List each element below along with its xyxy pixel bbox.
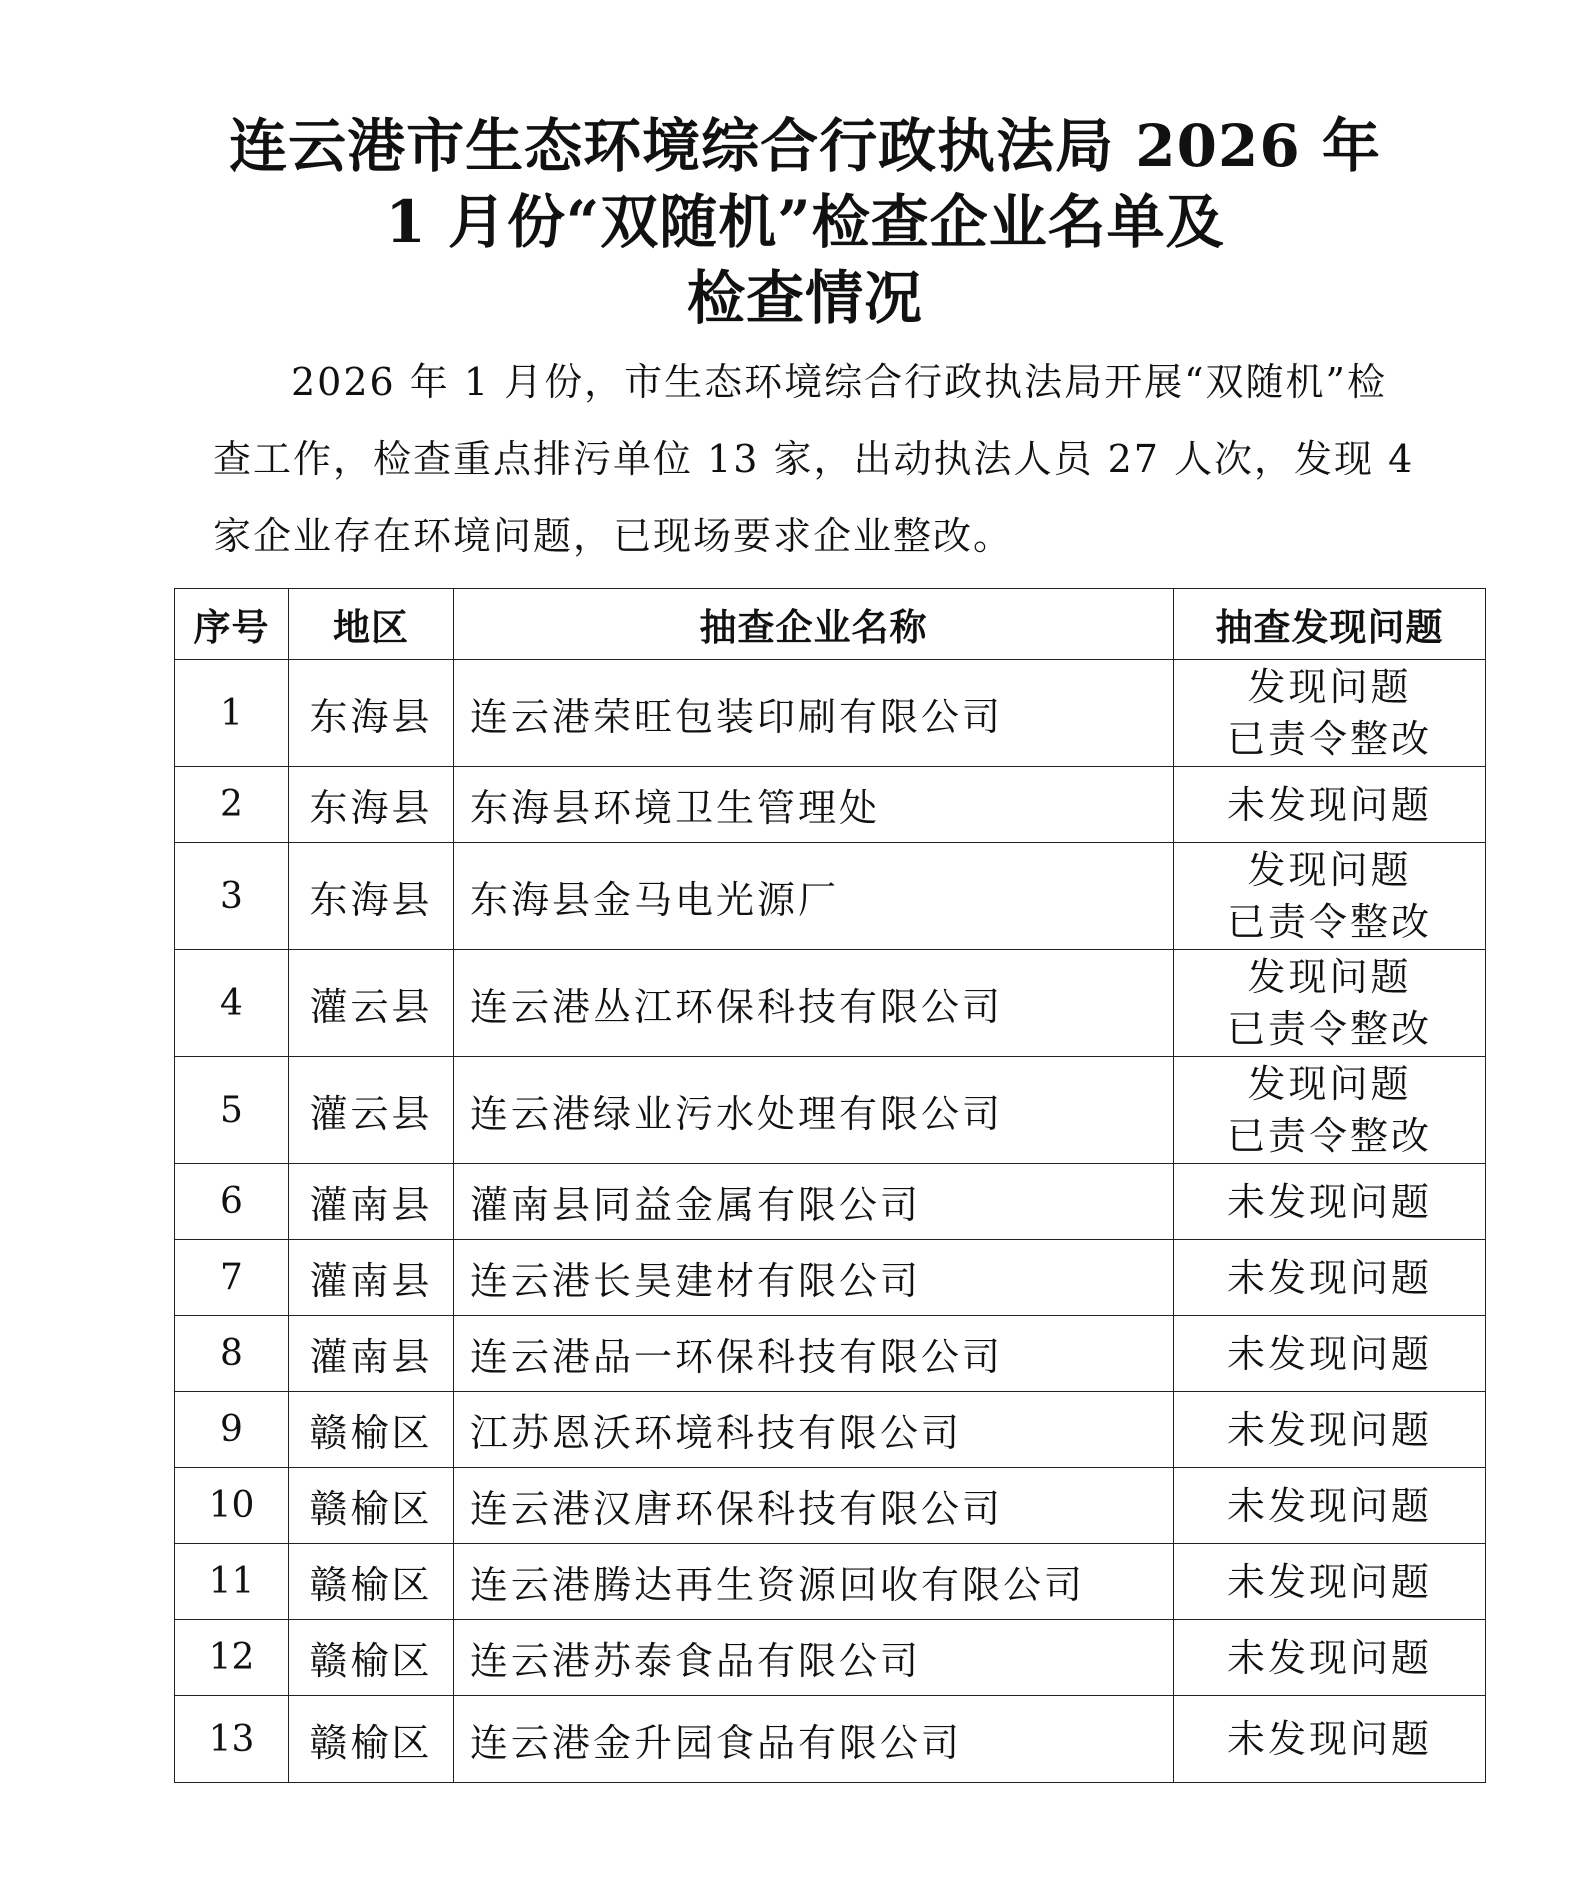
table-row [175,843,1486,950]
row-result [1174,1316,1486,1392]
row-number: 3 [175,843,289,950]
row-company-name: 连云港荣旺包装印刷有限公司 [454,660,1174,767]
row-number: 4 [175,950,289,1057]
row-area: 东海县 [289,767,454,843]
header-no: 序号 [175,589,289,660]
result-line: 已责令整改 [1226,717,1432,761]
result-line: 未发现问题 [1226,1717,1432,1761]
row-company-name: 连云港品一环保科技有限公司 [454,1316,1174,1392]
result-line: 未发现问题 [1226,782,1432,827]
row-result [1174,1620,1486,1696]
row-result [1174,950,1486,1057]
result-line: 已责令整改 [1226,900,1432,944]
result-line: 发现问题 [1247,955,1412,999]
table-row [175,767,1486,843]
row-number: 12 [175,1620,289,1696]
title-line-1: 连云港市生态环境综合行政执法局 2026 年 [229,112,1381,180]
row-result [1174,1057,1486,1164]
row-company-name: 江苏恩沃环境科技有限公司 [454,1392,1174,1468]
row-company-name: 连云港腾达再生资源回收有限公司 [454,1544,1174,1620]
row-area: 东海县 [289,660,454,767]
table-row [175,1164,1486,1240]
table-body [175,660,1486,1783]
result-line: 未发现问题 [1226,1483,1432,1528]
header-result: 抽查发现问题 [1174,589,1486,660]
row-number: 9 [175,1392,289,1468]
intro-text: 2026 年 1 月份，市生态环境综合行政执法局开展“双随机”检查工作，检查重点排污单位 13 家，出动执法人员 27 人次，发现 4 家企业存在环境问题，已现场要求企业整改。 [213,360,1415,558]
row-area: 东海县 [289,843,454,950]
table-row [175,1468,1486,1544]
intro-paragraph [213,344,1423,575]
result-line: 未发现问题 [1226,1635,1432,1680]
row-number: 6 [175,1164,289,1240]
table-row [175,1392,1486,1468]
result-line: 发现问题 [1247,665,1412,709]
row-company-name: 灌南县同益金属有限公司 [454,1164,1174,1240]
row-company-name: 连云港绿业污水处理有限公司 [454,1057,1174,1164]
row-result [1174,1696,1486,1783]
row-number: 13 [175,1696,289,1783]
table-row [175,660,1486,767]
row-result [1174,1164,1486,1240]
row-area: 赣榆区 [289,1468,454,1544]
row-area: 赣榆区 [289,1696,454,1783]
row-company-name: 连云港丛江环保科技有限公司 [454,950,1174,1057]
row-number: 8 [175,1316,289,1392]
table-row [175,1057,1486,1164]
row-area: 灌云县 [289,1057,454,1164]
result-line: 未发现问题 [1226,1255,1432,1300]
header-name: 抽查企业名称 [454,589,1174,660]
result-line: 未发现问题 [1226,1559,1432,1604]
row-company-name: 连云港苏泰食品有限公司 [454,1620,1174,1696]
row-result [1174,1544,1486,1620]
inspection-table [174,588,1486,1783]
row-area: 灌云县 [289,950,454,1057]
row-area: 灌南县 [289,1316,454,1392]
row-result [1174,767,1486,843]
table-row [175,1316,1486,1392]
row-number: 2 [175,767,289,843]
row-result [1174,1468,1486,1544]
row-company-name: 连云港长昊建材有限公司 [454,1240,1174,1316]
row-area: 赣榆区 [289,1620,454,1696]
result-line: 未发现问题 [1226,1407,1432,1452]
row-result [1174,1392,1486,1468]
row-company-name: 连云港金升园食品有限公司 [454,1696,1174,1783]
table-row [175,1620,1486,1696]
row-number: 5 [175,1057,289,1164]
row-number: 10 [175,1468,289,1544]
row-area: 赣榆区 [289,1392,454,1468]
row-number: 1 [175,660,289,767]
row-area: 灌南县 [289,1164,454,1240]
row-number: 7 [175,1240,289,1316]
result-line: 已责令整改 [1226,1007,1432,1051]
result-line: 发现问题 [1247,848,1412,892]
table-row [175,950,1486,1057]
header-area: 地区 [289,589,454,660]
row-company-name: 连云港汉唐环保科技有限公司 [454,1468,1174,1544]
table-row [175,1696,1486,1783]
row-number: 11 [175,1544,289,1620]
page-title [160,108,1450,336]
table-row [175,1544,1486,1620]
result-line: 未发现问题 [1226,1331,1432,1376]
result-line: 未发现问题 [1226,1179,1432,1224]
result-line: 已责令整改 [1226,1114,1432,1158]
title-line-2: 1 月份“双随机”检查企业名单及 [385,188,1225,256]
result-line: 发现问题 [1247,1062,1412,1106]
row-area: 灌南县 [289,1240,454,1316]
row-result [1174,660,1486,767]
table-header-row [175,589,1486,660]
table-row [175,1240,1486,1316]
row-company-name: 东海县金马电光源厂 [454,843,1174,950]
row-area: 赣榆区 [289,1544,454,1620]
row-result [1174,843,1486,950]
title-line-3: 检查情况 [686,264,923,332]
row-result [1174,1240,1486,1316]
row-company-name: 东海县环境卫生管理处 [454,767,1174,843]
